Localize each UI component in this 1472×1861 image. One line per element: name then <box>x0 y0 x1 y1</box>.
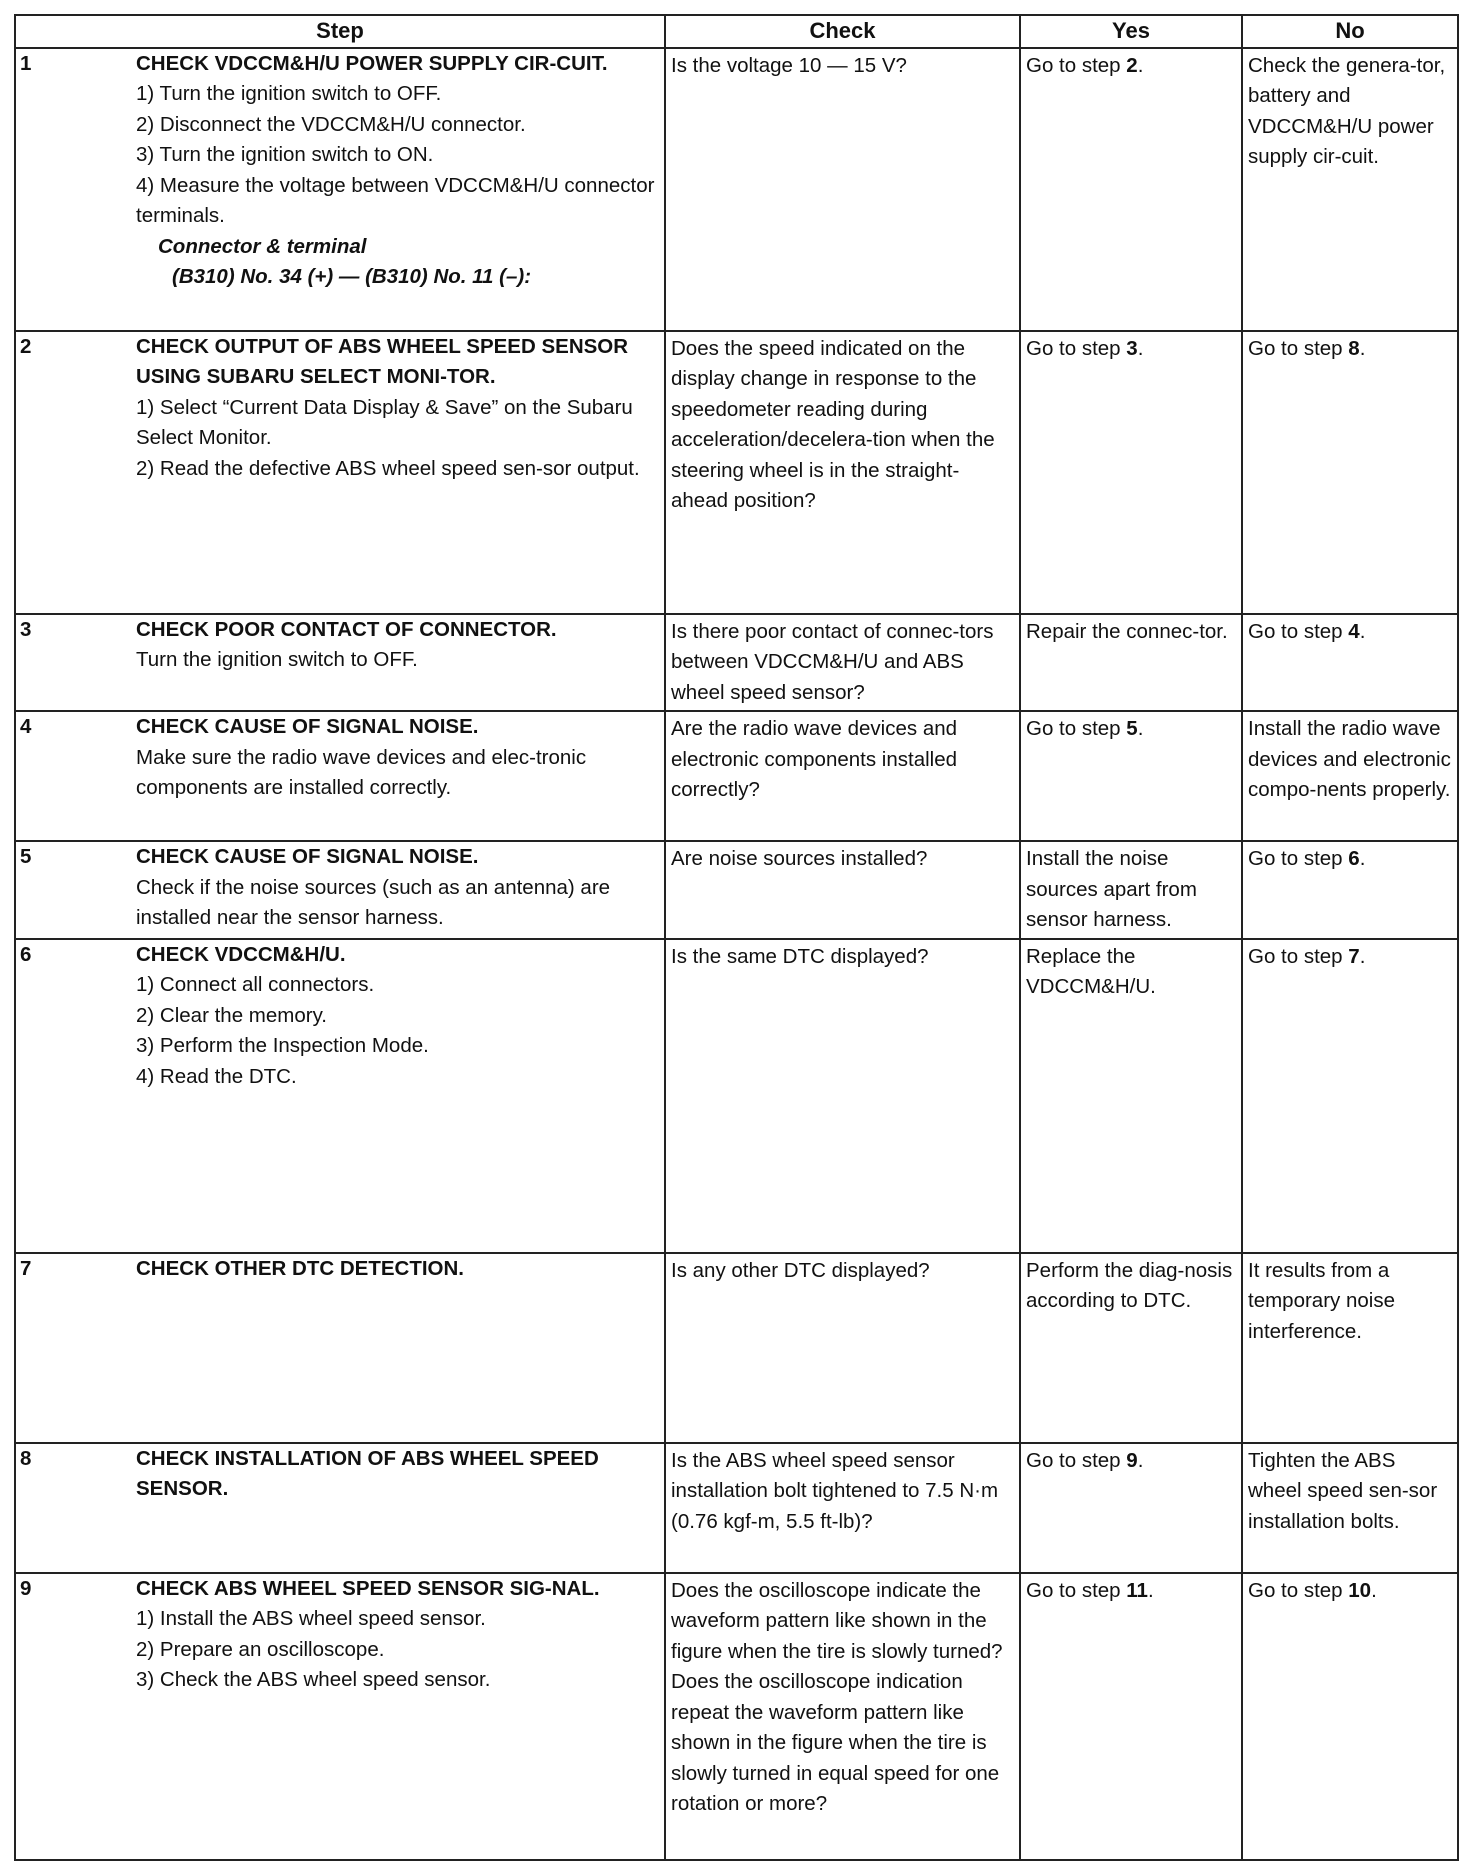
yes-prefix: Go to step <box>1026 717 1127 740</box>
header-step: Step <box>15 15 665 48</box>
yes-cell <box>1020 48 1242 331</box>
yes-step-number: 2 <box>1126 53 1138 77</box>
step-wrap <box>16 1444 664 1505</box>
step-instruction: 3) Check the ABS wheel speed sensor. <box>136 1668 491 1691</box>
table-row <box>15 841 1458 939</box>
step-number: 9 <box>20 1576 32 1600</box>
no-step-number: 10 <box>1348 1578 1372 1602</box>
yes-cell <box>1020 1573 1242 1860</box>
step-instruction: 2) Prepare an oscilloscope. <box>136 1637 385 1661</box>
step-instruction: 1) Turn the ignition switch to OFF. <box>136 82 442 105</box>
step-instruction: 4) Read the DTC. <box>136 1064 297 1088</box>
table-row <box>15 1443 1458 1573</box>
no-suffix: . <box>1359 336 1366 360</box>
step-title: CHECK VDCCM&H/U. <box>136 942 346 966</box>
step-instruction: Make sure the radio wave devices and elec-tronic components are installed correctly. <box>136 745 587 799</box>
step-cell <box>15 1443 665 1573</box>
no-step-number: 4 <box>1348 619 1360 643</box>
header-check: Check <box>665 15 1020 48</box>
check-cell: Is the ABS wheel speed sensor installation bolt tightened to 7.5 N·m (0.76 kgf-m, 5.5 ft-lb)? <box>665 1443 1020 1573</box>
yes-step-number: 9 <box>1126 1448 1138 1472</box>
step-text <box>136 49 664 293</box>
yes-cell: Install the noise sources apart from sensor harness. <box>1020 841 1242 939</box>
table-row <box>15 331 1458 614</box>
step-number: 5 <box>20 845 32 868</box>
step-instruction: 1) Connect all connectors. <box>136 973 375 996</box>
step-wrap <box>16 49 664 293</box>
no-prefix: Go to step <box>1248 944 1349 968</box>
no-cell: Check the genera-tor, battery and VDCCM&H/U power supply cir-cuit. <box>1242 48 1458 331</box>
table-row <box>15 614 1458 712</box>
step-title: CHECK POOR CONTACT OF CONNECTOR. <box>136 617 557 641</box>
no-cell <box>1242 1573 1458 1860</box>
step-cell <box>15 614 665 712</box>
no-cell <box>1242 841 1458 939</box>
step-wrap <box>16 615 664 676</box>
yes-step-number: 5 <box>1126 717 1138 740</box>
step-title: CHECK ABS WHEEL SPEED SENSOR SIG-NAL. <box>136 1576 600 1600</box>
step-text <box>136 332 664 485</box>
step-wrap <box>16 842 664 934</box>
yes-prefix: Go to step <box>1026 1578 1127 1602</box>
yes-step-number: 3 <box>1126 336 1138 360</box>
check-cell: Are noise sources installed? <box>665 841 1020 939</box>
check-cell: Is the voltage 10 — 15 V? <box>665 48 1020 331</box>
yes-suffix: . <box>1137 717 1144 740</box>
step-number: 6 <box>20 942 32 966</box>
no-cell: Tighten the ABS wheel speed sen-sor installation bolts. <box>1242 1443 1458 1573</box>
step-wrap <box>16 940 664 1093</box>
no-cell: Install the radio wave devices and electronic compo-nents properly. <box>1242 711 1458 841</box>
no-prefix: Go to step <box>1248 619 1349 643</box>
check-cell: Are the radio wave devices and electronic components installed correctly? <box>665 711 1020 841</box>
header-no: No <box>1242 15 1458 48</box>
diagnostic-table <box>14 14 1459 1861</box>
header-yes: Yes <box>1020 15 1242 48</box>
step-instruction: 1) Select “Current Data Display & Save” on the Subaru Select Monitor. <box>136 395 633 449</box>
step-text <box>136 1574 664 1696</box>
step-cell <box>15 1573 665 1860</box>
check-cell: Is the same DTC displayed? <box>665 939 1020 1253</box>
step-instruction: 2) Clear the memory. <box>136 1003 328 1027</box>
step-cell <box>15 939 665 1253</box>
table-row <box>15 48 1458 331</box>
yes-suffix: . <box>1147 1578 1154 1602</box>
step-cell <box>15 331 665 614</box>
step-number: 8 <box>20 1446 32 1470</box>
no-cell <box>1242 614 1458 712</box>
step-title: CHECK OTHER DTC DETECTION. <box>136 1256 464 1280</box>
yes-cell: Replace the VDCCM&H/U. <box>1020 939 1242 1253</box>
step-wrap <box>16 1574 664 1696</box>
yes-suffix: . <box>1137 53 1144 77</box>
step-wrap <box>16 1254 664 1285</box>
step-instruction: 2) Disconnect the VDCCM&H/U connector. <box>136 112 526 136</box>
no-prefix: Go to step <box>1248 336 1349 360</box>
yes-suffix: . <box>1137 336 1144 360</box>
step-cell <box>15 48 665 331</box>
step-number: 4 <box>20 715 32 738</box>
no-suffix: . <box>1359 944 1366 968</box>
no-suffix: . <box>1359 619 1366 643</box>
no-cell <box>1242 939 1458 1253</box>
no-cell <box>1242 331 1458 614</box>
step-instruction: Turn the ignition switch to OFF. <box>136 648 418 671</box>
step-text <box>136 1254 664 1285</box>
step-number: 1 <box>20 51 32 75</box>
no-suffix: . <box>1359 847 1366 870</box>
step-instruction: 3) Turn the ignition switch to ON. <box>136 143 434 166</box>
no-cell: It results from a temporary noise interference. <box>1242 1253 1458 1443</box>
yes-cell: Perform the diag-nosis according to DTC. <box>1020 1253 1242 1443</box>
step-title: CHECK OUTPUT OF ABS WHEEL SPEED SENSOR USING SUBARU SELECT MONI-TOR. <box>136 334 629 388</box>
no-prefix: Go to step <box>1248 1578 1349 1602</box>
step-cell <box>15 841 665 939</box>
table-row <box>15 1253 1458 1443</box>
check-cell: Does the oscilloscope indicate the waveform pattern like shown in the figure when the tire is slowly turned? Does the oscilloscope indication repeat the waveform pattern like shown in the figure when the tire is slowly turned in equal speed for one rotation or more? <box>665 1573 1020 1860</box>
step-instruction: 1) Install the ABS wheel speed sensor. <box>136 1607 486 1630</box>
step-cell <box>15 711 665 841</box>
table-row <box>15 711 1458 841</box>
yes-cell <box>1020 711 1242 841</box>
yes-prefix: Go to step <box>1026 1448 1127 1472</box>
step-instruction: Check if the noise sources (such as an antenna) are installed near the sensor harness. <box>136 875 611 929</box>
step-instruction: 4) Measure the voltage between VDCCM&H/U connector terminals. <box>136 173 655 227</box>
no-prefix: Go to step <box>1248 847 1349 870</box>
table-body <box>15 48 1458 1860</box>
step-title: CHECK CAUSE OF SIGNAL NOISE. <box>136 715 479 738</box>
step-title: CHECK CAUSE OF SIGNAL NOISE. <box>136 845 479 868</box>
step-instruction: 3) Perform the Inspection Mode. <box>136 1034 429 1057</box>
step-number: 2 <box>20 334 32 358</box>
step-text <box>136 940 664 1093</box>
check-cell: Is any other DTC displayed? <box>665 1253 1020 1443</box>
no-suffix: . <box>1371 1578 1377 1602</box>
step-text <box>136 842 664 934</box>
yes-cell <box>1020 1443 1242 1573</box>
step-text <box>136 1444 664 1505</box>
step-title: CHECK VDCCM&H/U POWER SUPPLY CIR-CUIT. <box>136 51 608 75</box>
header-row <box>15 15 1458 48</box>
no-step-number: 7 <box>1348 944 1360 968</box>
table-row <box>15 1573 1458 1860</box>
yes-cell: Repair the connec-tor. <box>1020 614 1242 712</box>
yes-suffix: . <box>1137 1448 1144 1472</box>
yes-step-number: 11 <box>1126 1578 1148 1602</box>
no-step-number: 8 <box>1348 336 1360 360</box>
step-title: CHECK INSTALLATION OF ABS WHEEL SPEED SENSOR. <box>136 1446 599 1500</box>
step-number: 7 <box>20 1256 32 1280</box>
yes-prefix: Go to step <box>1026 336 1127 360</box>
step-number: 3 <box>20 617 32 641</box>
step-wrap <box>16 332 664 485</box>
no-step-number: 6 <box>1348 847 1360 870</box>
step-text <box>136 712 664 804</box>
check-cell: Is there poor contact of connec-tors between VDCCM&H/U and ABS wheel speed sensor? <box>665 614 1020 712</box>
connector-label: Connector & terminal <box>158 234 367 258</box>
step-wrap <box>16 712 664 804</box>
connector-value: (B310) No. 34 (+) — (B310) No. 11 (–): <box>172 265 532 288</box>
table-row <box>15 939 1458 1253</box>
step-cell <box>15 1253 665 1443</box>
step-text <box>136 615 664 676</box>
yes-prefix: Go to step <box>1026 53 1127 77</box>
step-instruction: 2) Read the defective ABS wheel speed sen-sor output. <box>136 456 640 480</box>
yes-cell <box>1020 331 1242 614</box>
check-cell: Does the speed indicated on the display change in response to the speedometer reading during acceleration/decelera-tion when the steering wheel is in the straight-ahead position? <box>665 331 1020 614</box>
